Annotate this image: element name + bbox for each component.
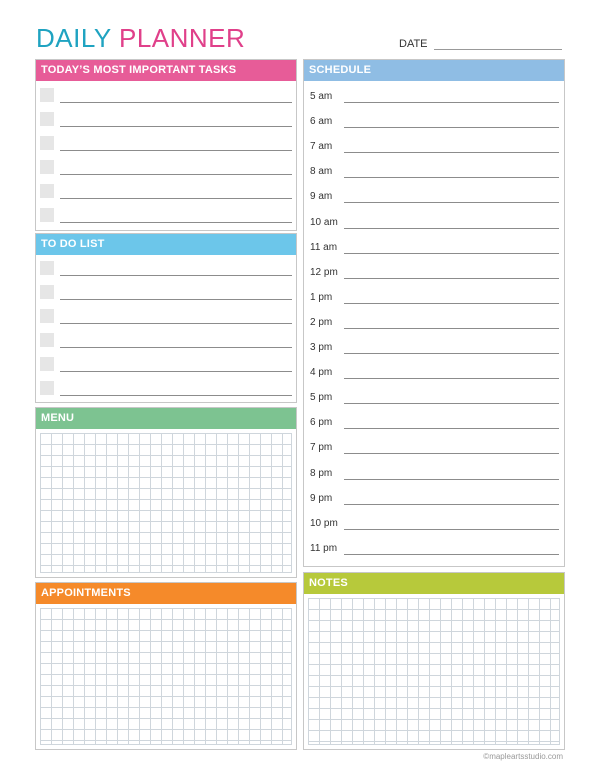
schedule-row [310,467,559,483]
schedule-entry-line[interactable] [344,328,559,329]
date-field [399,38,562,50]
schedule-row [310,266,559,282]
schedule-row [310,391,559,407]
date-input-line[interactable] [434,38,562,50]
todo-entry-line[interactable] [60,347,292,348]
todo-entry-line[interactable] [60,371,292,372]
schedule-time-label: 3 pm [310,342,333,353]
notes-header: NOTES [304,573,564,594]
tasks-entry-line[interactable] [60,174,292,175]
schedule-time-label: 9 am [310,191,333,203]
schedule-time-label: 6 pm [310,417,333,429]
todo-entry-line[interactable] [60,395,292,396]
schedule-row [310,241,559,257]
schedule-time-label: 5 pm [310,392,333,404]
schedule-entry-line[interactable] [344,529,559,530]
tasks-row [40,88,292,104]
schedule-time-label: 11 pm [310,542,338,554]
schedule-row [310,492,559,508]
schedule-time-label: 12 pm [310,266,338,278]
schedule-row [310,441,559,457]
schedule-entry-line[interactable] [344,278,559,279]
schedule-time-label: 7 am [310,141,333,153]
tasks-entry-line[interactable] [60,150,292,151]
tasks-checkbox[interactable] [40,184,54,198]
schedule-entry-line[interactable] [344,253,559,254]
schedule-time-label: 8 pm [310,467,333,479]
schedule-row [310,216,559,232]
tasks-row [40,112,292,128]
tasks-checkbox[interactable] [40,136,54,150]
copyright-text: ©mapleartsstudio.com [483,752,563,761]
menu-panel [35,407,297,578]
schedule-time-label: 2 pm [310,316,333,328]
tasks-panel [35,59,297,231]
schedule-entry-line[interactable] [344,102,559,103]
tasks-checkbox[interactable] [40,208,54,222]
menu-grid[interactable] [40,433,292,573]
notes-grid[interactable] [308,598,560,745]
tasks-checkbox[interactable] [40,160,54,174]
page-title [36,22,245,54]
schedule-entry-line[interactable] [344,453,559,454]
schedule-time-label: 4 pm [310,367,333,379]
todo-row [40,285,292,301]
todo-row [40,381,292,397]
schedule-entry-line[interactable] [344,303,559,304]
title-planner: PLANNER [118,23,246,53]
schedule-entry-line[interactable] [344,479,559,480]
tasks-checkbox[interactable] [40,112,54,126]
schedule-header: SCHEDULE [304,60,564,81]
schedule-entry-line[interactable] [344,152,559,153]
todo-entry-line[interactable] [60,323,292,324]
schedule-time-label: 11 am [310,241,338,253]
tasks-header: TODAY’S MOST IMPORTANT TASKS [36,60,296,81]
appointments-grid[interactable] [40,608,292,745]
schedule-entry-line[interactable] [344,353,559,354]
tasks-entry-line[interactable] [60,102,292,103]
schedule-entry-line[interactable] [344,228,559,229]
todo-row [40,261,292,277]
schedule-row [310,165,559,181]
tasks-entry-line[interactable] [60,222,292,223]
todo-checkbox[interactable] [40,285,54,299]
schedule-time-label: 6 am [310,116,333,128]
tasks-row [40,184,292,200]
appointments-panel [35,582,297,750]
schedule-row [310,517,559,533]
schedule-row [310,341,559,357]
todo-row [40,357,292,373]
schedule-time-label: 10 pm [310,517,338,529]
notes-panel [303,572,565,750]
schedule-time-label: 5 am [310,91,333,102]
schedule-entry-line[interactable] [344,403,559,404]
schedule-time-label: 7 pm [310,442,333,454]
schedule-time-label: 1 pm [310,291,333,303]
schedule-row [310,115,559,131]
schedule-entry-line[interactable] [344,554,559,555]
schedule-row [310,291,559,307]
tasks-row [40,208,292,224]
schedule-row [310,416,559,432]
schedule-panel [303,59,565,567]
title-daily: DAILY [36,23,112,53]
tasks-row [40,136,292,152]
schedule-row [310,542,559,558]
schedule-entry-line[interactable] [344,428,559,429]
schedule-entry-line[interactable] [344,177,559,178]
schedule-time-label: 8 am [310,166,333,178]
schedule-entry-line[interactable] [344,127,559,128]
schedule-entry-line[interactable] [344,378,559,379]
todo-checkbox[interactable] [40,357,54,371]
appointments-header: APPOINTMENTS [36,583,296,604]
schedule-row [310,316,559,332]
schedule-row [310,190,559,206]
todo-entry-line[interactable] [60,275,292,276]
menu-header: MENU [36,408,296,429]
todo-entry-line[interactable] [60,299,292,300]
todo-checkbox[interactable] [40,333,54,347]
tasks-entry-line[interactable] [60,198,292,199]
date-label: DATE [399,38,428,50]
schedule-row [310,140,559,156]
tasks-entry-line[interactable] [60,126,292,127]
todo-checkbox[interactable] [40,309,54,323]
schedule-time-label: 9 pm [310,492,333,504]
schedule-row [310,366,559,382]
tasks-checkbox[interactable] [40,88,54,102]
todo-checkbox[interactable] [40,381,54,395]
schedule-entry-line[interactable] [344,202,559,203]
schedule-row [310,90,559,106]
todo-row [40,309,292,325]
todo-panel [35,233,297,403]
tasks-row [40,160,292,176]
schedule-entry-line[interactable] [344,504,559,505]
todo-row [40,333,292,349]
schedule-time-label: 10 am [310,216,338,228]
todo-checkbox[interactable] [40,261,54,275]
todo-header: TO DO LIST [36,234,296,255]
